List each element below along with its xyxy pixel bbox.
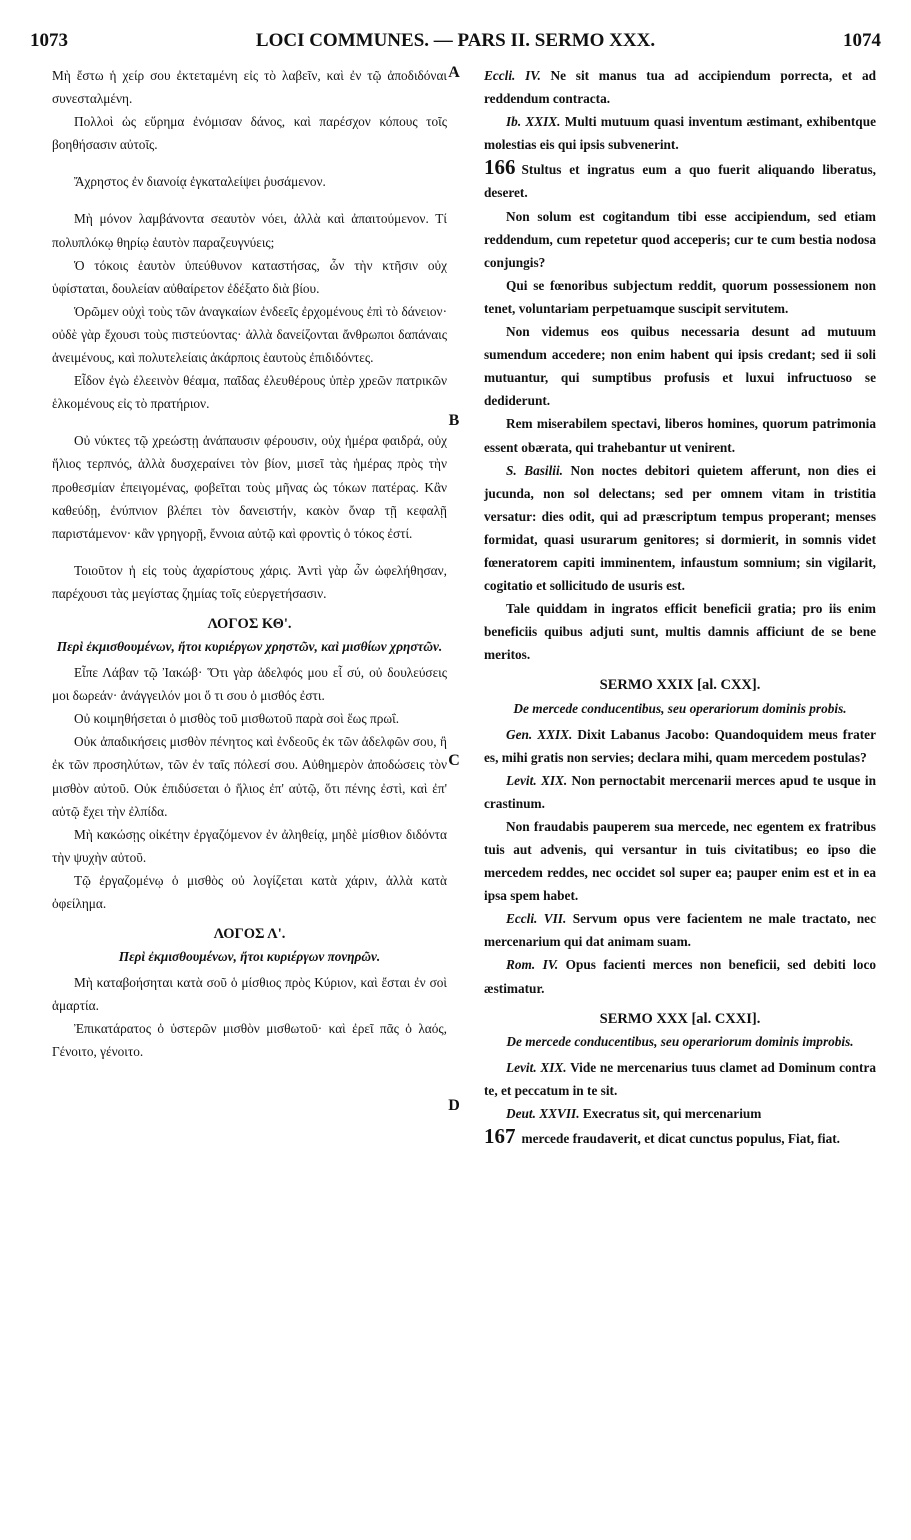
margin-marker-d: D bbox=[448, 1097, 460, 1114]
scripture-reference: S. Basilii. bbox=[506, 462, 564, 478]
page-number-left: 1073 bbox=[30, 30, 68, 51]
greek-paragraph: Ἄχρηστος ἐν διανοίᾳ ἐγκαταλείψει ῥυσάμενον. bbox=[74, 174, 326, 190]
latin-paragraph bbox=[484, 459, 876, 598]
latin-paragraph: Non fraudabis pauperem sua mercede, nec egentem ex fratribus tuis aut advenis, qui versantur in tuis civitatibus; eo ipso die mercedem reddes, nec occidet sol super ea; pauper enim est et in ea ipsa spem habet. bbox=[484, 818, 876, 904]
latin-section-subtitle: De mercede conducentibus, seu operariorum dominis probis. bbox=[513, 700, 847, 716]
latin-text: Non noctes debitori quietem afferunt, non dies ei jucunda, non sol delectans; sed per omnem vitam in tristitia versatur: dies odit, qui ad præscriptum tempus properant; menses formidat, quasi usurarum genitores; si dormierit, in somnis videt fœneratorem capiti imminentem, infaustum somnium; sin vigilarit, cogitatio et sollicitudo de usuris est. bbox=[484, 462, 876, 594]
latin-section-heading: SERMO XXIX [al. CXX]. bbox=[599, 677, 761, 694]
greek-paragraph: Μὴ ἔστω ἡ χείρ σου ἐκτεταμένη εἰς τὸ λαβεῖν, καὶ ἐν τῷ ἀποδιδόναι συνεσταλμένη. bbox=[52, 68, 447, 107]
margin-marker-b: B bbox=[448, 412, 460, 429]
latin-paragraph bbox=[484, 953, 876, 999]
greek-paragraph: Ὁ τόκοις ἑαυτὸν ὑπεύθυνον καταστήσας, ὧν τὴν κτῆσιν οὐχ ὑφίσταται, δουλείαν αὐθαίρετον ἐδέξατο διὰ βίου. bbox=[52, 257, 447, 296]
greek-section-heading: ΛΟΓΟΣ Λ'. bbox=[213, 926, 286, 943]
margin-marker-a: A bbox=[448, 64, 460, 81]
greek-paragraph: Εἶπε Λάβαν τῷ Ἰακώβ· Ὅτι γὰρ ἀδελφός μου εἶ σύ, οὐ δουλεύσεις μοι δωρεάν· ἀνάγγειλόν μοι ὅ τι σου ὁ μισθός ἐστι. bbox=[52, 665, 447, 704]
latin-text: Vide ne mercenarius tuus clamet ad Dominum contra te, et peccatum in te sit. bbox=[484, 1059, 877, 1098]
latin-text: Non pernoctabit mercenarii merces apud te usque in crastinum. bbox=[484, 772, 876, 811]
scripture-reference: Eccli. VII. bbox=[506, 911, 567, 927]
latin-paragraph bbox=[484, 769, 876, 815]
latin-column bbox=[484, 64, 876, 1150]
latin-paragraph bbox=[484, 110, 876, 156]
greek-paragraph: Μὴ καταβοήσηται κατὰ σοῦ ὁ μίσθιος πρὸς Κύριον, καὶ ἔσται ἐν σοὶ ἁμαρτία. bbox=[52, 975, 447, 1014]
latin-paragraph bbox=[484, 156, 876, 204]
page-number-right: 1074 bbox=[842, 30, 881, 51]
latin-paragraph bbox=[484, 723, 876, 769]
latin-paragraph bbox=[484, 907, 876, 953]
latin-text: Opus facienti merces non beneficii, sed debiti loco æstimatur. bbox=[484, 957, 876, 996]
greek-section-heading: ΛΟΓΟΣ ΚΘ'. bbox=[207, 615, 292, 632]
latin-text: mercede fraudaverit, et dicat cunctus populus, Fiat, fiat. bbox=[521, 1131, 840, 1147]
greek-section-subtitle: Περὶ ἐκμισθουμένων, ἤτοι κυριέργων πονηρῶν. bbox=[118, 949, 381, 965]
latin-paragraph bbox=[484, 1102, 876, 1125]
greek-paragraph: Μὴ μόνον λαμβάνοντα σεαυτὸν νόει, ἀλλὰ καὶ ἀπαιτούμενον. Τί πολυπλόκῳ θηρίῳ ἑαυτὸν παραζευγνύεις; bbox=[52, 211, 447, 250]
scripture-reference: Levit. XIX. bbox=[506, 772, 568, 788]
latin-paragraph bbox=[484, 1056, 876, 1102]
scripture-reference: Ib. XXIX. bbox=[506, 114, 561, 130]
latin-section-heading: SERMO XXX [al. CXXI]. bbox=[599, 1010, 761, 1027]
scripture-reference: Levit. XIX. bbox=[506, 1059, 567, 1075]
latin-paragraph: Qui se fœnoribus subjectum reddit, quorum possessionem non tenet, voluntariam perpetuamque suscipit servitutem. bbox=[484, 277, 876, 316]
greek-paragraph: Πολλοὶ ὡς εὕρημα ἐνόμισαν δάνος, καὶ παρέσχον κόπους τοῖς βοηθήσασιν αὐτοῖς. bbox=[52, 114, 447, 153]
margin-marker-c: C bbox=[448, 752, 460, 769]
latin-text: Servum opus vere facientem ne male tractato, nec mercenarium qui dat animam suam. bbox=[484, 911, 876, 950]
scripture-reference: Gen. XXIX. bbox=[506, 726, 573, 742]
latin-section-subtitle: De mercede conducentibus, seu operariorum dominis improbis. bbox=[506, 1033, 854, 1049]
greek-paragraph: Οὐκ ἀπαδικήσεις μισθὸν πένητος καὶ ἐνδεοῦς ἐκ τῶν ἀδελφῶν σου, ἢ ἐκ τῶν προσηλύτων, τῶν ἐν ταῖς πόλεσί σου. Αὐθημερὸν ἀποδώσεις τὸν μισθὸν αὐτοῦ. Οὐκ ἐπιδύσεται ὁ ἥλιος ἐπ' αὐτῷ, ὅτι πένης ἐστὶ, καὶ ἐπ' αὐτῷ ἔχει τὴν ἐλπίδα. bbox=[52, 734, 447, 819]
latin-paragraph: Non solum est cogitandum tibi esse accipiendum, sed etiam reddendum, cum repetetur quod acceperis; cur te cum bestia nodosa conjungis? bbox=[484, 208, 876, 270]
latin-paragraph bbox=[484, 64, 876, 110]
latin-paragraph: Tale quiddam in ingratos efficit beneficii gratia; pro iis enim beneficiis quibus adjuti sunt, multis damnis afficiunt de se bene meritos. bbox=[484, 601, 876, 663]
latin-text: Stultus et ingratus eum a quo fuerit aliquando liberatus, deseret. bbox=[484, 162, 876, 201]
greek-paragraph: Τῷ ἐργαζομένῳ ὁ μισθὸς οὐ λογίζεται κατὰ χάριν, ἀλλὰ κατὰ ὀφείλημα. bbox=[52, 872, 447, 911]
running-title: LOCI COMMUNES. — PARS II. SERMO XXX. bbox=[255, 30, 656, 51]
column-number: 167 bbox=[484, 1124, 516, 1149]
latin-paragraph: Non videmus eos quibus necessaria desunt ad mutuum sumendum accedere; non enim habent qui ipsis credant; sed ii soli mutuantur, qui sumptibus profusis et luxui infructuoso se dediderunt. bbox=[484, 324, 876, 409]
latin-paragraph: Rem miserabilem spectavi, liberos homines, quorum patrimonia essent obærata, qui trahebantur ut venirent. bbox=[484, 416, 876, 455]
column-number: 166 bbox=[484, 155, 516, 180]
latin-text: Dixit Labanus Jacobo: Quandoquidem meus frater es, mihi gratis non servies; declara mihi, quam mercedem postulas? bbox=[484, 726, 876, 765]
latin-text: Execratus sit, qui mercenarium bbox=[582, 1105, 762, 1121]
latin-text: Ne sit manus tua ad accipiendum porrecta, et ad reddendum contracta. bbox=[484, 68, 877, 107]
greek-paragraph: Οὐ κοιμηθήσεται ὁ μισθὸς τοῦ μισθωτοῦ παρὰ σοὶ ἕως πρωΐ. bbox=[74, 711, 400, 727]
greek-paragraph: Εἶδον ἐγὼ ἐλεεινὸν θέαμα, παῖδας ἐλευθέρους ὑπὲρ χρεῶν πατρικῶν ἑλκομένους εἰς τὸ πρατήριον. bbox=[52, 373, 447, 412]
greek-section-subtitle: Περὶ ἐκμισθουμένων, ἤτοι κυριέργων χρηστῶν, καὶ μισθίων χρηστῶν. bbox=[56, 639, 443, 655]
greek-column bbox=[52, 64, 447, 1064]
greek-paragraph: Οὐ νύκτες τῷ χρεώστῃ ἀνάπαυσιν φέρουσιν, οὐχ ἡμέρα φαιδρά, οὐχ ἥλιος τερπνός, ἀλλὰ δυσχεραίνει τὸν βίον, μισεῖ τὰς ἡμέρας πρὸς τὴν προθεσμίαν ἐπειγομένας, φοβεῖται τοὺς μῆνας ὡς τόκων πατέρας. Κἂν καθεύδῃ, ἐνύπνιον βλέπει τὸν δανειστήν, κακὸν ὄναρ τῇ κεφαλῇ παριστάμενον· κἂν γρηγορῇ, ἔννοια αὐτῷ καὶ φροντὶς ὁ τόκος ἐστί. bbox=[52, 433, 447, 541]
scripture-reference: Eccli. IV. bbox=[484, 68, 541, 83]
latin-paragraph bbox=[484, 1125, 876, 1150]
greek-paragraph: Ὁρῶμεν οὐχὶ τοὺς τῶν ἀναγκαίων ἐνδεεῖς ἐρχομένους ἐπὶ τὸ δάνειον· οὐδὲ γὰρ ἔχουσι τοὺς πιστεύοντας· ἀλλὰ δανείζονται ἄνθρωποι δαπάναις ἀνειμένους, καὶ πολυτελείαις ἀκάρποις ἑαυτοὺς ἐπιδιδόντες. bbox=[52, 303, 447, 366]
greek-paragraph: Ἐπικατάρατος ὁ ὑστερῶν μισθὸν μισθωτοῦ· καὶ ἐρεῖ πᾶς ὁ λαός, Γένοιτο, γένοιτο. bbox=[52, 1021, 447, 1060]
scripture-reference: Deut. XXVII. bbox=[506, 1105, 580, 1121]
scripture-reference: Rom. IV. bbox=[506, 957, 559, 973]
greek-paragraph: Τοιοῦτον ἡ εἰς τοὺς ἀχαρίστους χάρις. Ἀντὶ γὰρ ὧν ὠφελήθησαν, παρέχουσι τὰς μεγίστας ζημίας τοῖς εὐεργετήσασιν. bbox=[52, 562, 447, 601]
page-header bbox=[30, 30, 881, 60]
latin-text: Multi mutuum quasi inventum æstimant, exhibentque molestias eis qui ipsis subvenerint. bbox=[484, 114, 877, 153]
greek-paragraph: Μὴ κακώσῃς οἰκέτην ἐργαζόμενον ἐν ἀληθείᾳ, μηδὲ μίσθιον διδόντα τὴν ψυχὴν αὐτοῦ. bbox=[52, 826, 447, 865]
